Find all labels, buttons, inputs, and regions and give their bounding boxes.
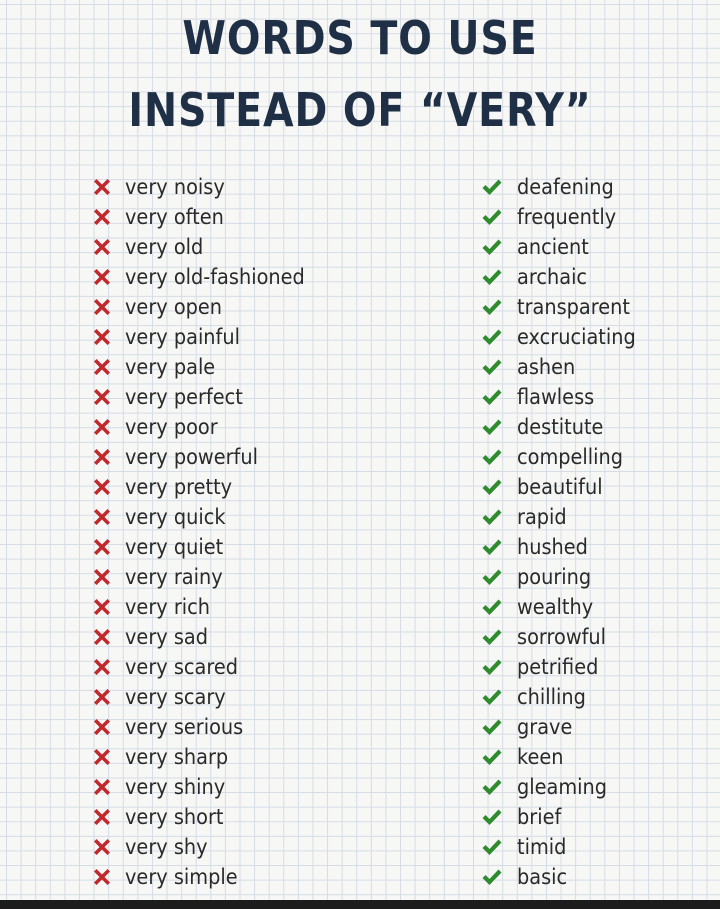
avoid-item: [90, 832, 390, 862]
use-item: [480, 592, 710, 622]
avoid-phrase: very poor: [125, 415, 218, 439]
avoid-item: [90, 532, 390, 562]
avoid-column: [90, 172, 390, 892]
use-word: sorrowful: [517, 625, 607, 649]
avoid-item: [90, 502, 390, 532]
avoid-item: [90, 172, 390, 202]
avoid-item: [90, 202, 390, 232]
avoid-item: [90, 442, 390, 472]
avoid-phrase: very scared: [125, 655, 239, 679]
use-item: [480, 442, 710, 472]
avoid-phrase: very pale: [125, 355, 216, 379]
avoid-item: [90, 802, 390, 832]
check-icon: [480, 475, 504, 499]
check-icon: [480, 715, 504, 739]
avoid-item: [90, 682, 390, 712]
use-word: petrified: [517, 655, 599, 679]
avoid-item: [90, 262, 390, 292]
avoid-phrase: very sad: [125, 625, 209, 649]
cross-icon: [90, 685, 114, 709]
use-word: gleaming: [517, 775, 608, 799]
use-item: [480, 622, 710, 652]
use-word: flawless: [517, 385, 595, 409]
use-word: wealthy: [517, 595, 594, 619]
cross-icon: [90, 235, 114, 259]
use-word: frequently: [517, 205, 617, 229]
avoid-item: [90, 862, 390, 892]
use-item: [480, 472, 710, 502]
avoid-phrase: very perfect: [125, 385, 243, 409]
avoid-phrase: very old: [125, 235, 204, 259]
check-icon: [480, 685, 504, 709]
avoid-item: [90, 712, 390, 742]
cross-icon: [90, 265, 114, 289]
use-item: [480, 772, 710, 802]
use-word: hushed: [517, 535, 588, 559]
use-item: [480, 232, 710, 262]
avoid-phrase: very simple: [125, 865, 238, 889]
cross-icon: [90, 475, 114, 499]
use-item: [480, 382, 710, 412]
cross-icon: [90, 835, 114, 859]
use-item: [480, 802, 710, 832]
check-icon: [480, 325, 504, 349]
use-item: [480, 562, 710, 592]
use-word: archaic: [517, 265, 588, 289]
use-word: timid: [517, 835, 567, 859]
check-icon: [480, 445, 504, 469]
use-item: [480, 742, 710, 772]
avoid-item: [90, 292, 390, 322]
bottom-edge: [0, 900, 720, 909]
avoid-phrase: very shiny: [125, 775, 226, 799]
use-item: [480, 262, 710, 292]
title-line-2: INSTEAD OF “VERY”: [128, 83, 592, 137]
avoid-phrase: very powerful: [125, 445, 258, 469]
cross-icon: [90, 565, 114, 589]
avoid-item: [90, 472, 390, 502]
check-icon: [480, 205, 504, 229]
use-word: keen: [517, 745, 564, 769]
check-icon: [480, 805, 504, 829]
avoid-phrase: very old-fashioned: [125, 265, 305, 289]
use-word: ancient: [517, 235, 589, 259]
avoid-phrase: very open: [125, 295, 223, 319]
use-word: rapid: [517, 505, 567, 529]
use-word: ashen: [517, 355, 576, 379]
avoid-item: [90, 742, 390, 772]
cross-icon: [90, 445, 114, 469]
use-item: [480, 502, 710, 532]
use-item: [480, 862, 710, 892]
avoid-item: [90, 772, 390, 802]
avoid-phrase: very quick: [125, 505, 226, 529]
use-item: [480, 682, 710, 712]
avoid-phrase: very often: [125, 205, 224, 229]
cross-icon: [90, 355, 114, 379]
use-item: [480, 532, 710, 562]
use-item: [480, 712, 710, 742]
check-icon: [480, 415, 504, 439]
use-word: brief: [517, 805, 562, 829]
use-item: [480, 202, 710, 232]
avoid-phrase: very rainy: [125, 565, 223, 589]
use-word: pouring: [517, 565, 592, 589]
avoid-item: [90, 652, 390, 682]
check-icon: [480, 175, 504, 199]
check-icon: [480, 265, 504, 289]
cross-icon: [90, 595, 114, 619]
cross-icon: [90, 745, 114, 769]
check-icon: [480, 565, 504, 589]
use-word: basic: [517, 865, 568, 889]
cross-icon: [90, 715, 114, 739]
check-icon: [480, 655, 504, 679]
use-item: [480, 292, 710, 322]
avoid-phrase: very noisy: [125, 175, 225, 199]
check-icon: [480, 535, 504, 559]
avoid-phrase: very short: [125, 805, 224, 829]
cross-icon: [90, 385, 114, 409]
cross-icon: [90, 535, 114, 559]
check-icon: [480, 775, 504, 799]
use-word: excruciating: [517, 325, 636, 349]
use-word: transparent: [517, 295, 631, 319]
avoid-item: [90, 622, 390, 652]
cross-icon: [90, 865, 114, 889]
avoid-item: [90, 412, 390, 442]
avoid-phrase: very quiet: [125, 535, 224, 559]
use-item: [480, 352, 710, 382]
avoid-phrase: very serious: [125, 715, 244, 739]
use-word: compelling: [517, 445, 624, 469]
cross-icon: [90, 175, 114, 199]
cross-icon: [90, 655, 114, 679]
title-line-1: WORDS TO USE: [182, 11, 538, 65]
cross-icon: [90, 505, 114, 529]
cross-icon: [90, 775, 114, 799]
use-word: beautiful: [517, 475, 603, 499]
cross-icon: [90, 625, 114, 649]
use-word: destitute: [517, 415, 604, 439]
use-item: [480, 412, 710, 442]
check-icon: [480, 235, 504, 259]
use-column: [480, 172, 710, 892]
check-icon: [480, 595, 504, 619]
cross-icon: [90, 415, 114, 439]
avoid-phrase: very scary: [125, 685, 226, 709]
use-item: [480, 322, 710, 352]
use-item: [480, 172, 710, 202]
check-icon: [480, 385, 504, 409]
use-word: deafening: [517, 175, 614, 199]
avoid-phrase: very rich: [125, 595, 211, 619]
check-icon: [480, 505, 504, 529]
avoid-item: [90, 352, 390, 382]
avoid-phrase: very shy: [125, 835, 208, 859]
avoid-item: [90, 322, 390, 352]
cross-icon: [90, 325, 114, 349]
use-item: [480, 652, 710, 682]
use-word: grave: [517, 715, 573, 739]
avoid-item: [90, 562, 390, 592]
avoid-item: [90, 232, 390, 262]
avoid-phrase: very painful: [125, 325, 240, 349]
avoid-phrase: very pretty: [125, 475, 233, 499]
use-item: [480, 832, 710, 862]
use-word: chilling: [517, 685, 586, 709]
avoid-item: [90, 592, 390, 622]
cross-icon: [90, 205, 114, 229]
check-icon: [480, 745, 504, 769]
check-icon: [480, 625, 504, 649]
avoid-item: [90, 382, 390, 412]
check-icon: [480, 295, 504, 319]
cross-icon: [90, 295, 114, 319]
check-icon: [480, 865, 504, 889]
check-icon: [480, 835, 504, 859]
check-icon: [480, 355, 504, 379]
cross-icon: [90, 805, 114, 829]
avoid-phrase: very sharp: [125, 745, 229, 769]
